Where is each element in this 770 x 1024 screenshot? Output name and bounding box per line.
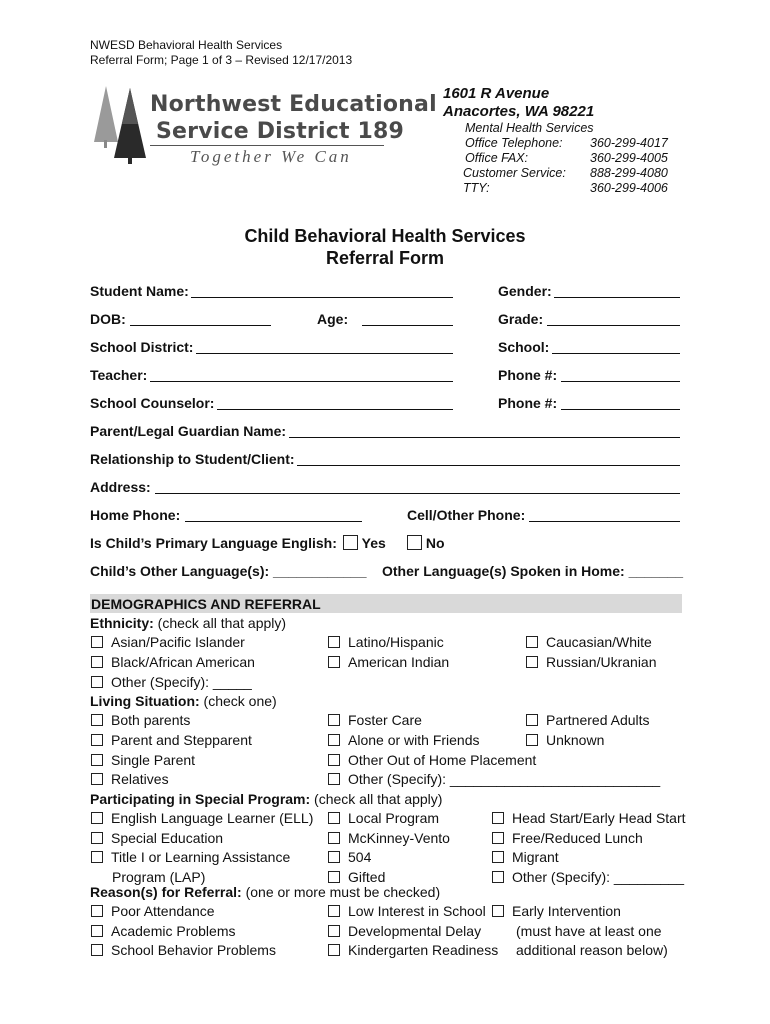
counselor-phone-label: Phone #: xyxy=(498,395,558,411)
option-label: Other (Specify): ___________________________ xyxy=(348,771,661,787)
contact-label: TTY: xyxy=(463,181,490,195)
checkbox-icon[interactable] xyxy=(343,535,358,550)
checkbox-icon[interactable] xyxy=(91,851,103,863)
option-label: Latino/Hispanic xyxy=(348,634,444,650)
option-label: English Language Learner (ELL) xyxy=(111,810,314,826)
address-dept: Mental Health Services xyxy=(465,121,594,135)
option-label: Local Program xyxy=(348,810,440,826)
checkbox-icon[interactable] xyxy=(492,812,504,824)
teacher-phone-label: Phone #: xyxy=(498,367,558,383)
address-city: Anacortes, WA 98221 xyxy=(443,103,595,120)
living-hint: (check one) xyxy=(199,693,277,709)
option-label: Black/African American xyxy=(111,654,255,670)
checkbox-icon[interactable] xyxy=(492,905,504,917)
counselor-phone-field[interactable] xyxy=(561,409,680,410)
reason-option[interactable] xyxy=(328,903,486,919)
checkbox-icon[interactable] xyxy=(526,636,538,648)
program-option[interactable] xyxy=(91,830,223,846)
living-option[interactable] xyxy=(91,771,169,787)
programs-hint: (check all that apply) xyxy=(310,791,443,807)
option-label: Migrant xyxy=(512,849,559,865)
program-option[interactable] xyxy=(492,869,684,885)
living-option[interactable] xyxy=(526,732,604,748)
cell-phone-field[interactable] xyxy=(529,521,680,522)
teacher-label: Teacher: xyxy=(90,367,148,383)
checkbox-icon[interactable] xyxy=(91,925,103,937)
checkbox-icon[interactable] xyxy=(91,656,103,668)
option-label: Asian/Pacific Islander xyxy=(111,634,245,650)
checkbox-icon[interactable] xyxy=(328,773,340,785)
option-label: Unknown xyxy=(546,732,605,748)
option-label: Early Intervention xyxy=(512,903,621,919)
language-yes-option[interactable] xyxy=(343,535,386,551)
checkbox-icon[interactable] xyxy=(91,754,103,766)
option-label: Developmental Delay xyxy=(348,923,482,939)
checkbox-icon[interactable] xyxy=(328,851,340,863)
option-label: Low Interest in School xyxy=(348,903,486,919)
counselor-field[interactable] xyxy=(217,409,453,410)
checkbox-icon[interactable] xyxy=(91,714,103,726)
program-option[interactable] xyxy=(328,849,371,865)
ethnicity-option[interactable] xyxy=(91,654,255,670)
checkbox-icon[interactable] xyxy=(328,714,340,726)
student-name-label: Student Name: xyxy=(90,283,189,299)
program-option[interactable] xyxy=(492,849,559,865)
program-option[interactable] xyxy=(492,830,643,846)
checkbox-icon[interactable] xyxy=(526,734,538,746)
checkbox-icon[interactable] xyxy=(492,851,504,863)
checkbox-icon[interactable] xyxy=(328,871,340,883)
checkbox-icon[interactable] xyxy=(328,905,340,917)
option-label: American Indian xyxy=(348,654,450,670)
reason-option[interactable] xyxy=(328,942,498,958)
option-label: Other (Specify): _________ xyxy=(512,869,684,885)
dob-field[interactable] xyxy=(130,325,271,326)
option-label: Russian/Ukranian xyxy=(546,654,657,670)
checkbox-icon[interactable] xyxy=(407,535,422,550)
grade-field[interactable] xyxy=(547,325,680,326)
dob-label: DOB: xyxy=(90,311,126,327)
home-phone-field[interactable] xyxy=(185,521,362,522)
living-option[interactable] xyxy=(91,712,190,728)
living-option[interactable] xyxy=(328,752,536,768)
checkbox-icon[interactable] xyxy=(328,944,340,956)
checkbox-icon[interactable] xyxy=(91,676,103,688)
form-header xyxy=(90,38,352,68)
living-option[interactable] xyxy=(328,732,480,748)
logo-tagline: Together We Can xyxy=(190,147,352,166)
reason-note: (must have at least one xyxy=(516,923,662,939)
option-label: Partnered Adults xyxy=(546,712,650,728)
guardian-label: Parent/Legal Guardian Name: xyxy=(90,423,287,439)
option-label: Caucasian/White xyxy=(546,634,652,650)
contact-label: Office Telephone: xyxy=(465,136,563,150)
ethnicity-hint: (check all that apply) xyxy=(153,615,287,631)
checkbox-icon[interactable] xyxy=(526,714,538,726)
checkbox-icon[interactable] xyxy=(492,871,504,883)
option-label: Special Education xyxy=(111,830,224,846)
option-label: Parent and Stepparent xyxy=(111,732,252,748)
demographics-section-header xyxy=(90,594,682,613)
checkbox-icon[interactable] xyxy=(91,773,103,785)
checkbox-icon[interactable] xyxy=(328,656,340,668)
option-label: Relatives xyxy=(111,771,169,787)
school-district-field[interactable] xyxy=(196,353,453,354)
address-street: 1601 R Avenue xyxy=(443,85,550,102)
ethnicity-option[interactable] xyxy=(526,654,657,670)
gender-label: Gender: xyxy=(498,283,552,299)
living-option[interactable] xyxy=(328,771,660,787)
counselor-label: School Counselor: xyxy=(90,395,215,411)
header-line-2: Referral Form; Page 1 of 3 – Revised 12/17/2013 xyxy=(90,53,353,67)
program-option[interactable] xyxy=(91,810,313,826)
guardian-field[interactable] xyxy=(289,437,680,438)
address-label: Address: xyxy=(90,479,151,495)
option-label: Alone or with Friends xyxy=(348,732,480,748)
contact-value: 360-299-4017 xyxy=(590,136,668,150)
address-field[interactable] xyxy=(155,493,680,494)
option-label: Other Out of Home Placement xyxy=(348,752,537,768)
contact-value: 360-299-4006 xyxy=(590,181,668,195)
header-line-1: NWESD Behavioral Health Services xyxy=(90,38,283,52)
reason-option[interactable] xyxy=(91,903,215,919)
school-field[interactable] xyxy=(552,353,680,354)
option-label: Foster Care xyxy=(348,712,422,728)
school-label: School: xyxy=(498,339,550,355)
form-title-line-2: Referral Form xyxy=(325,248,445,268)
reason-option[interactable] xyxy=(328,923,481,939)
age-field[interactable] xyxy=(362,325,453,326)
checkbox-icon[interactable] xyxy=(91,944,103,956)
no-label: No xyxy=(425,535,445,551)
ethnicity-heading xyxy=(90,615,286,631)
checkbox-icon[interactable] xyxy=(91,812,103,824)
checkbox-icon[interactable] xyxy=(91,636,103,648)
option-label: Other (Specify): _____ xyxy=(111,674,252,690)
programs-heading xyxy=(90,791,442,807)
age-label: Age: xyxy=(317,311,349,327)
living-option[interactable] xyxy=(91,732,252,748)
living-heading xyxy=(90,693,277,709)
checkbox-icon[interactable] xyxy=(328,832,340,844)
option-label: McKinney-Vento xyxy=(348,830,450,846)
program-continuation: Program (LAP) xyxy=(112,869,206,885)
language-no-option[interactable] xyxy=(407,535,445,551)
option-label: Academic Problems xyxy=(111,923,236,939)
living-option[interactable] xyxy=(526,712,650,728)
checkbox-icon[interactable] xyxy=(328,754,340,766)
relationship-label: Relationship to Student/Client: xyxy=(90,451,295,467)
student-name-field[interactable] xyxy=(191,297,453,298)
program-option[interactable] xyxy=(328,810,439,826)
reason-note: additional reason below) xyxy=(516,942,668,958)
home-language-field[interactable]: Other Language(s) Spoken in Home: _______ xyxy=(382,563,684,579)
form-title-line-1: Child Behavioral Health Services xyxy=(244,226,526,246)
contact-value: 888-299-4080 xyxy=(590,166,668,180)
program-option[interactable] xyxy=(328,869,385,885)
checkbox-icon[interactable] xyxy=(328,636,340,648)
evergreen-trees-icon xyxy=(92,84,152,166)
primary-language-label: Is Child’s Primary Language English: xyxy=(90,535,337,551)
contact-value: 360-299-4005 xyxy=(590,151,668,165)
ethnicity-option[interactable] xyxy=(91,634,245,650)
checkbox-icon[interactable] xyxy=(492,832,504,844)
home-phone-label: Home Phone: xyxy=(90,507,181,523)
reason-option[interactable] xyxy=(91,942,276,958)
reasons-label: Reason(s) for Referral: xyxy=(90,884,242,900)
grade-label: Grade: xyxy=(498,311,544,327)
option-label: School Behavior Problems xyxy=(111,942,276,958)
option-label: Kindergarten Readiness xyxy=(348,942,499,958)
teacher-phone-field[interactable] xyxy=(561,381,680,382)
relationship-field[interactable] xyxy=(297,465,680,466)
checkbox-icon[interactable] xyxy=(328,812,340,824)
logo-name-line-1: Northwest Educational xyxy=(150,92,437,117)
checkbox-icon[interactable] xyxy=(328,925,340,937)
teacher-field[interactable] xyxy=(150,381,453,382)
cell-phone-label: Cell/Other Phone: xyxy=(407,507,526,523)
option-label: Head Start/Early Head Start xyxy=(512,810,686,826)
option-label: Free/Reduced Lunch xyxy=(512,830,643,846)
checkbox-icon[interactable] xyxy=(91,734,103,746)
checkbox-icon[interactable] xyxy=(526,656,538,668)
contact-label: Office FAX: xyxy=(465,151,528,165)
logo-rule xyxy=(150,145,384,146)
option-label: Gifted xyxy=(348,869,386,885)
gender-field[interactable] xyxy=(554,297,680,298)
school-district-label: School District: xyxy=(90,339,194,355)
reasons-heading xyxy=(90,884,440,900)
section-title: DEMOGRAPHICS AND REFERRAL xyxy=(91,596,321,612)
other-language-field[interactable]: Child’s Other Language(s): ____________ xyxy=(90,563,367,579)
logo-name-line-2: Service District 189 xyxy=(156,119,405,144)
ethnicity-option[interactable] xyxy=(91,674,252,690)
program-option[interactable] xyxy=(492,810,686,826)
reasons-hint: (one or more must be checked) xyxy=(241,884,441,900)
living-option[interactable] xyxy=(328,712,422,728)
option-label: Title I or Learning Assistance xyxy=(111,849,291,865)
checkbox-icon[interactable] xyxy=(328,734,340,746)
program-option[interactable] xyxy=(91,849,290,865)
ethnicity-option[interactable] xyxy=(328,634,444,650)
reason-option[interactable] xyxy=(91,923,236,939)
contact-label: Customer Service: xyxy=(463,166,566,180)
reason-option[interactable] xyxy=(492,903,621,919)
option-label: 504 xyxy=(348,849,372,865)
option-label: Both parents xyxy=(111,712,191,728)
living-label: Living Situation: xyxy=(90,693,200,709)
ethnicity-option[interactable] xyxy=(328,654,449,670)
checkbox-icon[interactable] xyxy=(91,905,103,917)
option-label: Single Parent xyxy=(111,752,196,768)
yes-label: Yes xyxy=(361,535,386,551)
program-option[interactable] xyxy=(328,830,450,846)
ethnicity-option[interactable] xyxy=(526,634,652,650)
option-label: Poor Attendance xyxy=(111,903,215,919)
ethnicity-label: Ethnicity: xyxy=(90,615,154,631)
programs-label: Participating in Special Program: xyxy=(90,791,311,807)
checkbox-icon[interactable] xyxy=(91,832,103,844)
living-option[interactable] xyxy=(91,752,195,768)
